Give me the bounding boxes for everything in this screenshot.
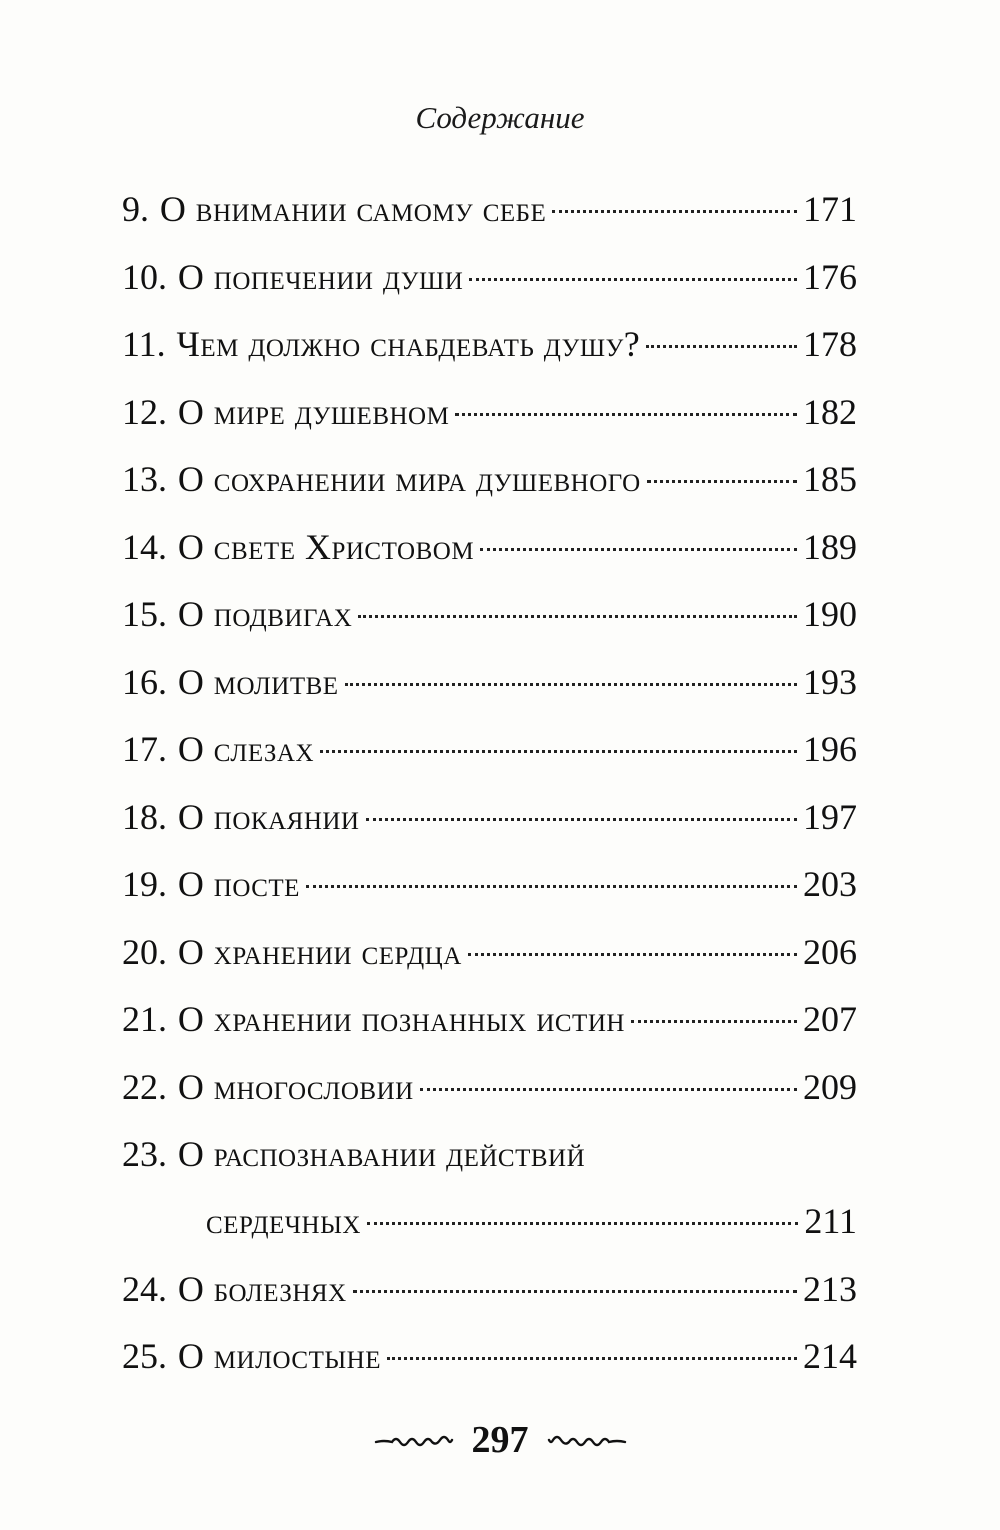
toc-entry-number: 12. — [122, 391, 167, 432]
dot-leader — [469, 278, 797, 281]
toc-entry-number: 20. — [122, 931, 167, 972]
toc-entry-title: О попечении души — [177, 256, 464, 297]
dot-leader — [320, 750, 797, 753]
toc-entry-page: 207 — [803, 999, 857, 1039]
toc-entry-number: 25. — [122, 1336, 167, 1376]
ornament-right-icon — [547, 1430, 627, 1450]
toc-entry[interactable] — [122, 1266, 857, 1334]
toc-entry-title: О милостыне — [177, 1336, 381, 1376]
toc-entry-title: О слезах — [177, 729, 315, 769]
dot-leader — [455, 413, 797, 416]
toc-entry-title: Чем должно снабдевать душу? — [176, 324, 641, 364]
toc-entry-title: О хранении сердца — [177, 931, 462, 972]
toc-entry-number: 21. — [122, 999, 167, 1039]
toc-entry-page: 211 — [804, 1201, 857, 1241]
toc-entry-title: О болезнях — [177, 1268, 347, 1309]
toc-entry-line — [122, 1131, 857, 1177]
toc-entry[interactable] — [122, 1064, 857, 1132]
dot-leader — [387, 1357, 797, 1360]
toc-entry-number: 13. — [122, 459, 167, 499]
toc-entry-number: 19. — [122, 864, 167, 904]
toc-entry-number: 24. — [122, 1268, 167, 1309]
toc-entry-title: О мире душевном — [177, 391, 450, 432]
toc-entry[interactable] — [122, 1333, 857, 1401]
toc-entry[interactable] — [122, 321, 857, 389]
toc-entry-line — [122, 1198, 857, 1266]
toc-entry[interactable] — [122, 861, 857, 929]
toc-entry-title: О посте — [177, 864, 300, 904]
toc-entry[interactable] — [122, 591, 857, 659]
toc-entry-number: 11. — [122, 324, 166, 364]
toc-entry[interactable] — [122, 929, 857, 997]
toc-entry-page: 193 — [803, 661, 857, 702]
dot-leader — [646, 345, 797, 348]
running-header: Содержание — [415, 100, 585, 135]
dot-leader — [353, 1290, 797, 1293]
toc-entry-page: 189 — [803, 526, 857, 567]
toc-entry[interactable] — [122, 254, 857, 322]
toc-entry-number: 15. — [122, 594, 167, 634]
toc-entry[interactable] — [122, 996, 857, 1064]
ornament-left-icon — [374, 1430, 454, 1450]
toc-entry-number: 10. — [122, 256, 167, 297]
dot-leader — [306, 885, 797, 888]
dot-leader — [647, 480, 797, 483]
toc-entry-title: О хранении познанных истин — [177, 999, 625, 1039]
toc-entry[interactable] — [122, 659, 857, 727]
toc-entry[interactable] — [122, 186, 857, 254]
toc-entry-page: 176 — [803, 256, 857, 297]
toc-entry-number: 17. — [122, 729, 167, 769]
toc-entry-page: 178 — [803, 324, 857, 364]
toc-entry[interactable] — [122, 524, 857, 592]
toc-entry[interactable] — [122, 794, 857, 862]
dot-leader — [367, 1222, 798, 1225]
toc-entry-title: О подвигах — [177, 594, 353, 634]
toc-entry-page: 196 — [803, 729, 857, 769]
dot-leader — [468, 953, 797, 956]
toc-entry-page: 185 — [803, 459, 857, 499]
dot-leader — [420, 1088, 797, 1091]
toc-entry-number: 18. — [122, 796, 167, 837]
toc-entry-page: 190 — [803, 594, 857, 634]
toc-entry-page: 213 — [803, 1268, 857, 1309]
toc-entry-page: 214 — [803, 1336, 857, 1376]
toc-entry-title: О молитве — [177, 661, 339, 702]
toc-entry-title: О сохранении мира душевного — [177, 459, 641, 499]
toc-entry-title-continued: сердечных — [206, 1201, 361, 1241]
toc-entry-page: 197 — [803, 796, 857, 837]
dot-leader — [345, 683, 797, 686]
toc-entry[interactable] — [122, 726, 857, 794]
dot-leader — [631, 1020, 797, 1023]
toc-entry-page: 203 — [803, 864, 857, 904]
toc-entry-page: 171 — [803, 189, 857, 229]
page-number: 297 — [471, 1419, 529, 1461]
toc-entry-title: О покаянии — [177, 796, 360, 837]
toc-entry[interactable] — [122, 1131, 857, 1266]
dot-leader — [552, 210, 797, 213]
toc-entry-title: О свете Христовом — [177, 526, 475, 567]
dot-leader — [358, 615, 797, 618]
toc-entry-number: 16. — [122, 661, 167, 702]
dot-leader — [480, 548, 797, 551]
dot-leader — [366, 818, 798, 821]
toc-entry-number: 9. — [122, 189, 149, 229]
toc-entry-number: 23. — [122, 1134, 167, 1174]
toc-entry-page: 182 — [803, 391, 857, 432]
page-footer — [0, 1418, 1000, 1462]
toc-entry-title: О распознавании действий — [177, 1134, 586, 1174]
toc-entry-page: 209 — [803, 1066, 857, 1107]
toc-entry-title: О многословии — [177, 1066, 414, 1107]
toc-entry-title: О внимании самому себе — [159, 189, 547, 229]
toc-entry[interactable] — [122, 456, 857, 524]
toc-entry-number: 22. — [122, 1066, 167, 1107]
toc-entry-number: 14. — [122, 526, 167, 567]
toc-entry[interactable] — [122, 389, 857, 457]
toc-entry-page: 206 — [803, 931, 857, 972]
table-of-contents — [122, 186, 857, 1401]
